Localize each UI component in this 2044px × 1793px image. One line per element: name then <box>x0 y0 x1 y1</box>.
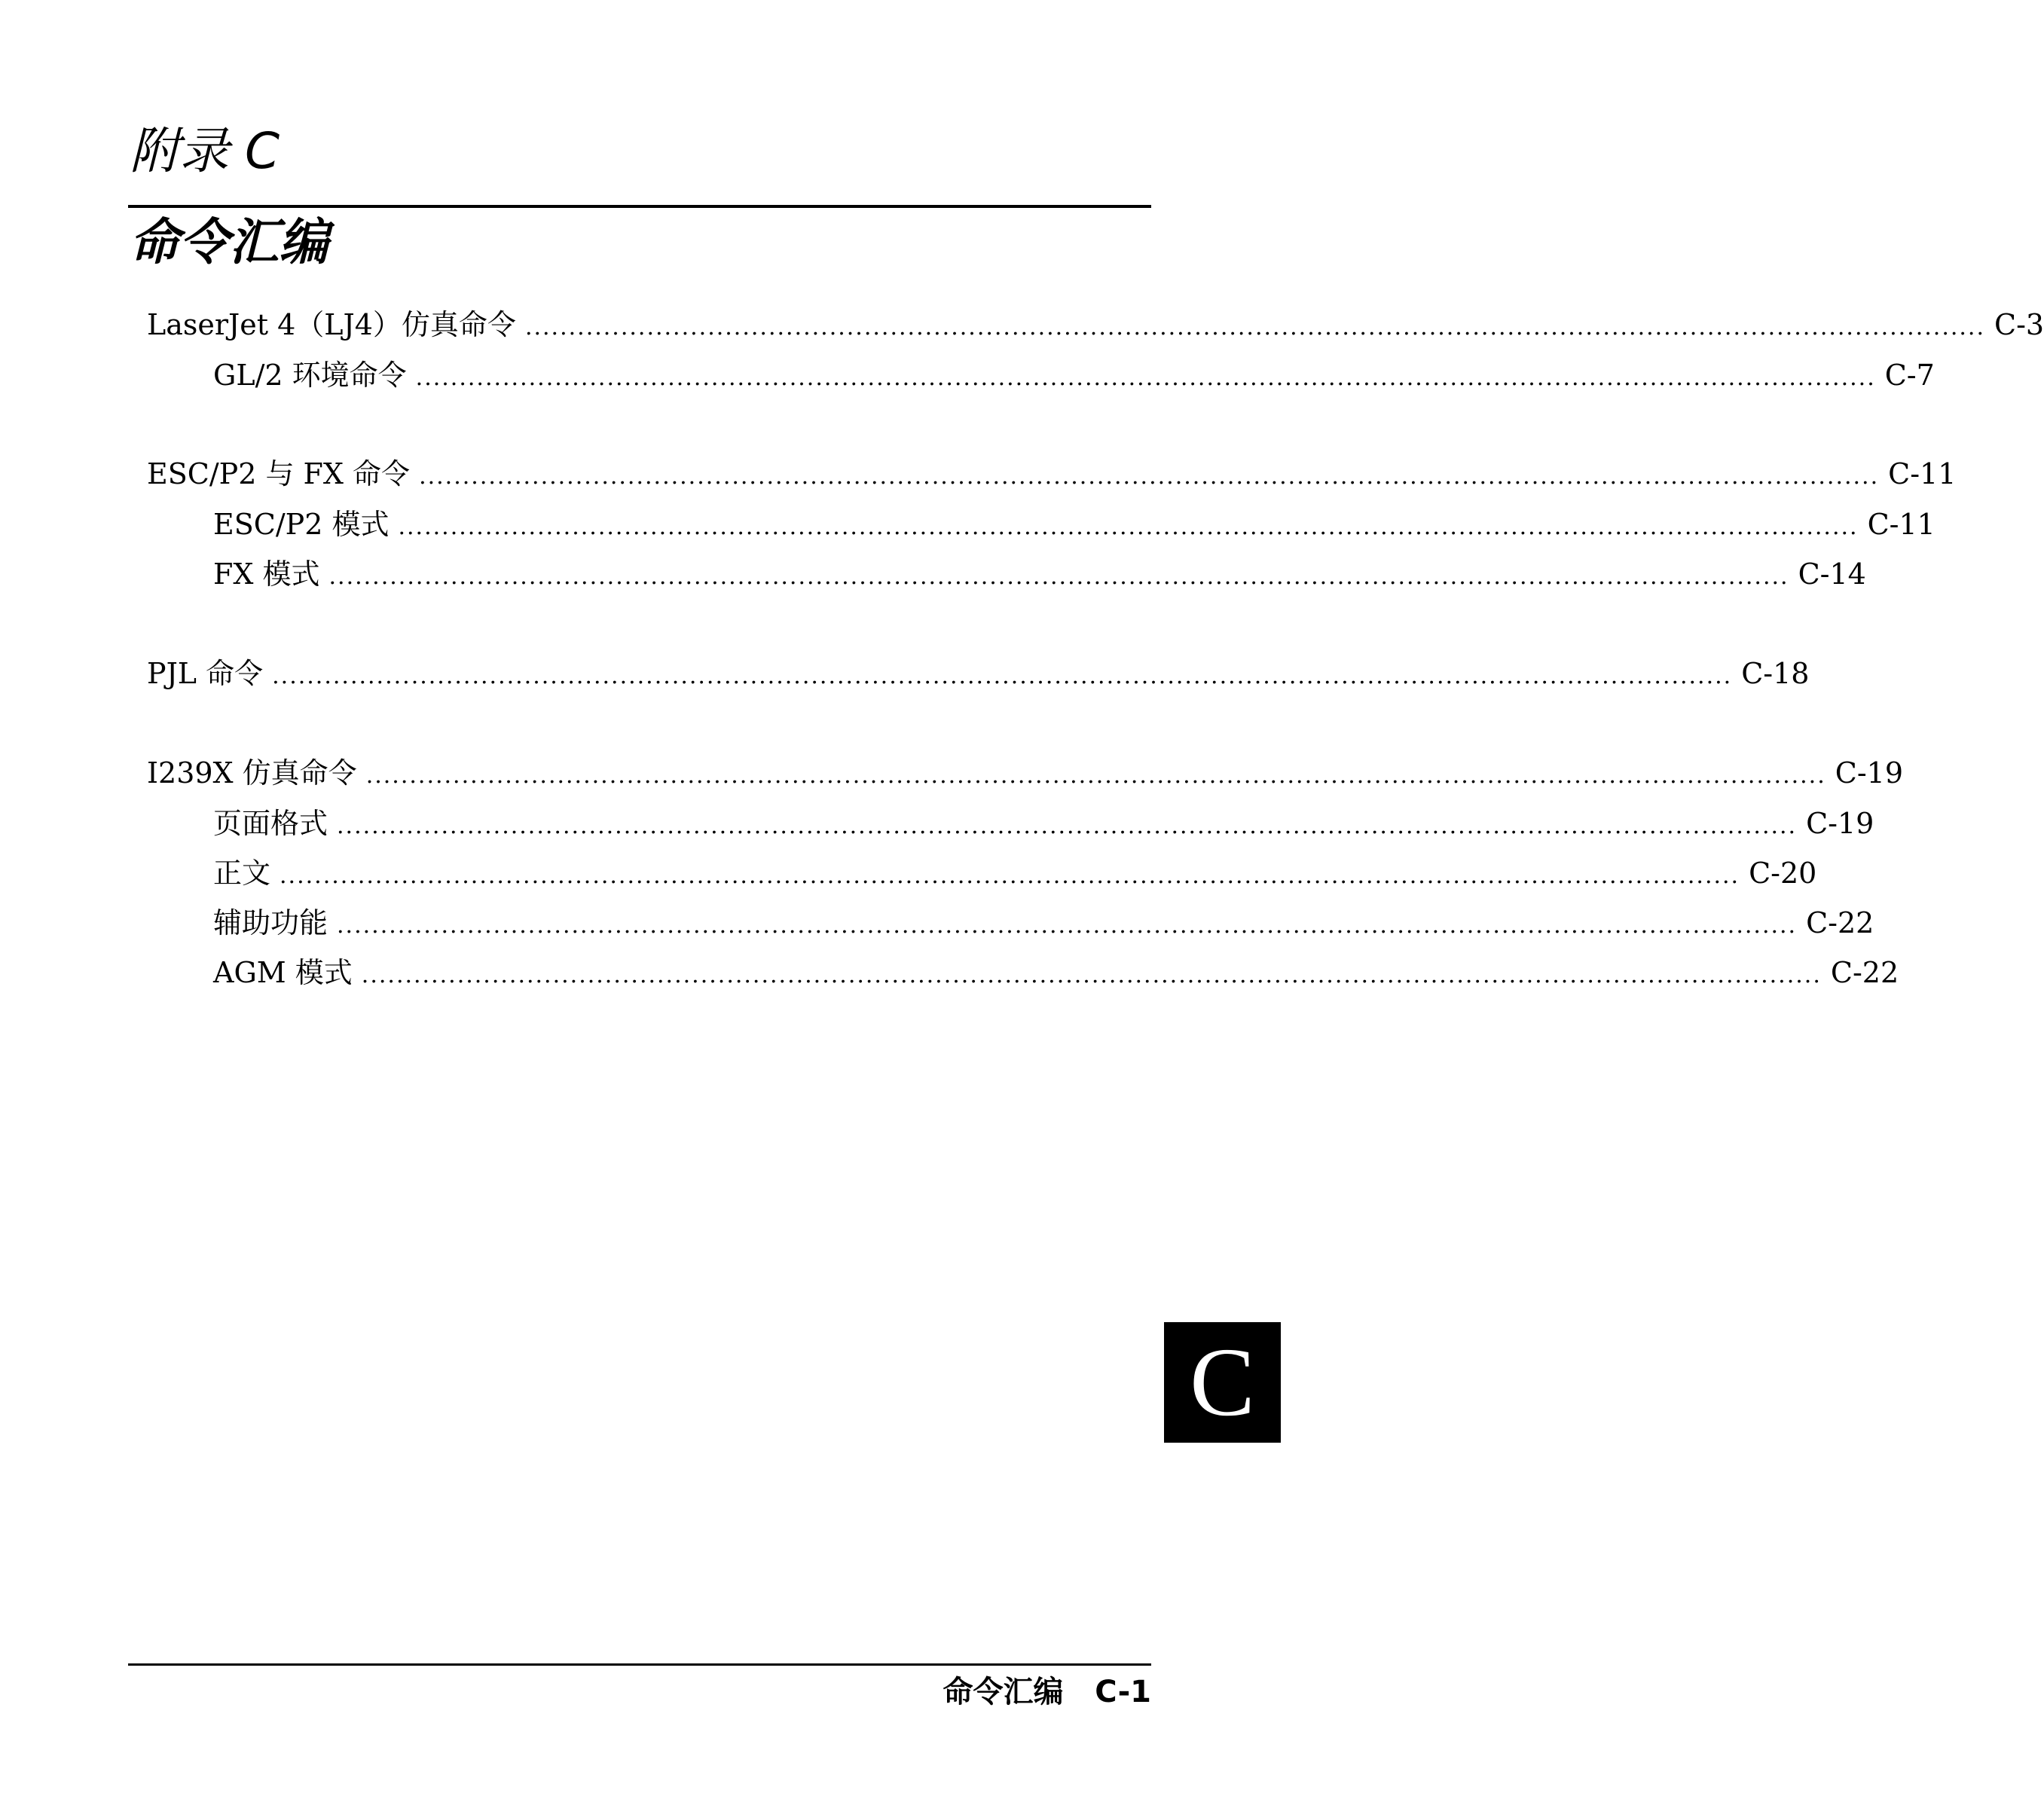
toc-entry-page: C-3 <box>1994 308 2044 341</box>
toc-entry-aux-functions[interactable] <box>213 903 1874 942</box>
toc-entry-label: 辅助功能 <box>213 906 328 939</box>
toc-entry-body-text[interactable] <box>213 854 1817 893</box>
side-tab-letter: C <box>1190 1328 1255 1437</box>
toc-entry-lj4[interactable] <box>147 305 2044 344</box>
toc-entry-label: GL/2 环境命令 <box>213 359 407 392</box>
toc-entry-gl2[interactable] <box>213 356 1935 395</box>
toc-entry-page: C-19 <box>1835 756 1904 790</box>
toc-entry-page: C-14 <box>1798 557 1866 591</box>
toc-entry-label: FX 模式 <box>213 557 320 591</box>
chapter-title: 命令汇编 <box>130 213 328 271</box>
toc-leader-dots: ........................................................................................................................................................................ <box>398 514 1859 540</box>
toc-leader-dots: ........................................................................................................................................................................ <box>524 314 1986 341</box>
page-footer: 命令汇编 C-1 <box>943 1675 1151 1709</box>
appendix-label: 附录 C <box>130 122 280 180</box>
toc-entry-page: C-22 <box>1830 956 1899 989</box>
toc-entry-label: I239X 仿真命令 <box>147 756 357 790</box>
toc-entry-page: C-7 <box>1884 359 1935 392</box>
toc-entry-label: LaserJet 4（LJ4）仿真命令 <box>147 308 516 341</box>
toc-entry-fx-mode[interactable] <box>213 554 1866 594</box>
toc-entry-page: C-11 <box>1888 457 1957 490</box>
toc-leader-dots: ........................................................................................................................................................................ <box>337 813 1798 839</box>
toc-entry-label: PJL 命令 <box>147 657 264 690</box>
footer-rule <box>128 1663 1151 1666</box>
toc-leader-dots: ........................................................................................................................................................................ <box>415 365 1876 391</box>
toc-entry-page: C-20 <box>1749 857 1817 890</box>
toc-entry-page: C-18 <box>1741 657 1810 690</box>
toc-leader-dots: ........................................................................................................................................................................ <box>272 663 1733 689</box>
toc-leader-dots: ........................................................................................................................................................................ <box>337 912 1798 939</box>
toc-entry-page: C-22 <box>1806 906 1874 939</box>
toc-entry-agm-mode[interactable] <box>213 953 1899 992</box>
toc-entry-page: C-19 <box>1806 807 1874 840</box>
toc-leader-dots: ........................................................................................................................................................................ <box>280 863 1740 889</box>
toc-entry-label: AGM 模式 <box>213 956 353 989</box>
toc-leader-dots: ........................................................................................................................................................................ <box>365 762 1826 789</box>
toc-entry-page: C-11 <box>1867 508 1936 541</box>
toc-entry-label: 正文 <box>213 857 271 890</box>
toc-entry-escp2-mode[interactable] <box>213 505 1936 544</box>
toc-entry-escp2-fx[interactable] <box>147 454 1957 493</box>
toc-entry-label: ESC/P2 与 FX 命令 <box>147 457 411 490</box>
toc-entry-label: 页面格式 <box>213 807 328 840</box>
toc-leader-dots: ........................................................................................................................................................................ <box>419 463 1880 490</box>
toc-leader-dots: ........................................................................................................................................................................ <box>328 564 1789 590</box>
toc-entry-pjl[interactable] <box>147 654 1810 693</box>
toc-leader-dots: ........................................................................................................................................................................ <box>361 962 1822 988</box>
appendix-side-tab <box>1164 1322 1281 1443</box>
toc-entry-label: ESC/P2 模式 <box>213 508 390 541</box>
toc-entry-i239x[interactable] <box>147 753 1904 793</box>
toc-entry-page-format[interactable] <box>213 804 1874 843</box>
